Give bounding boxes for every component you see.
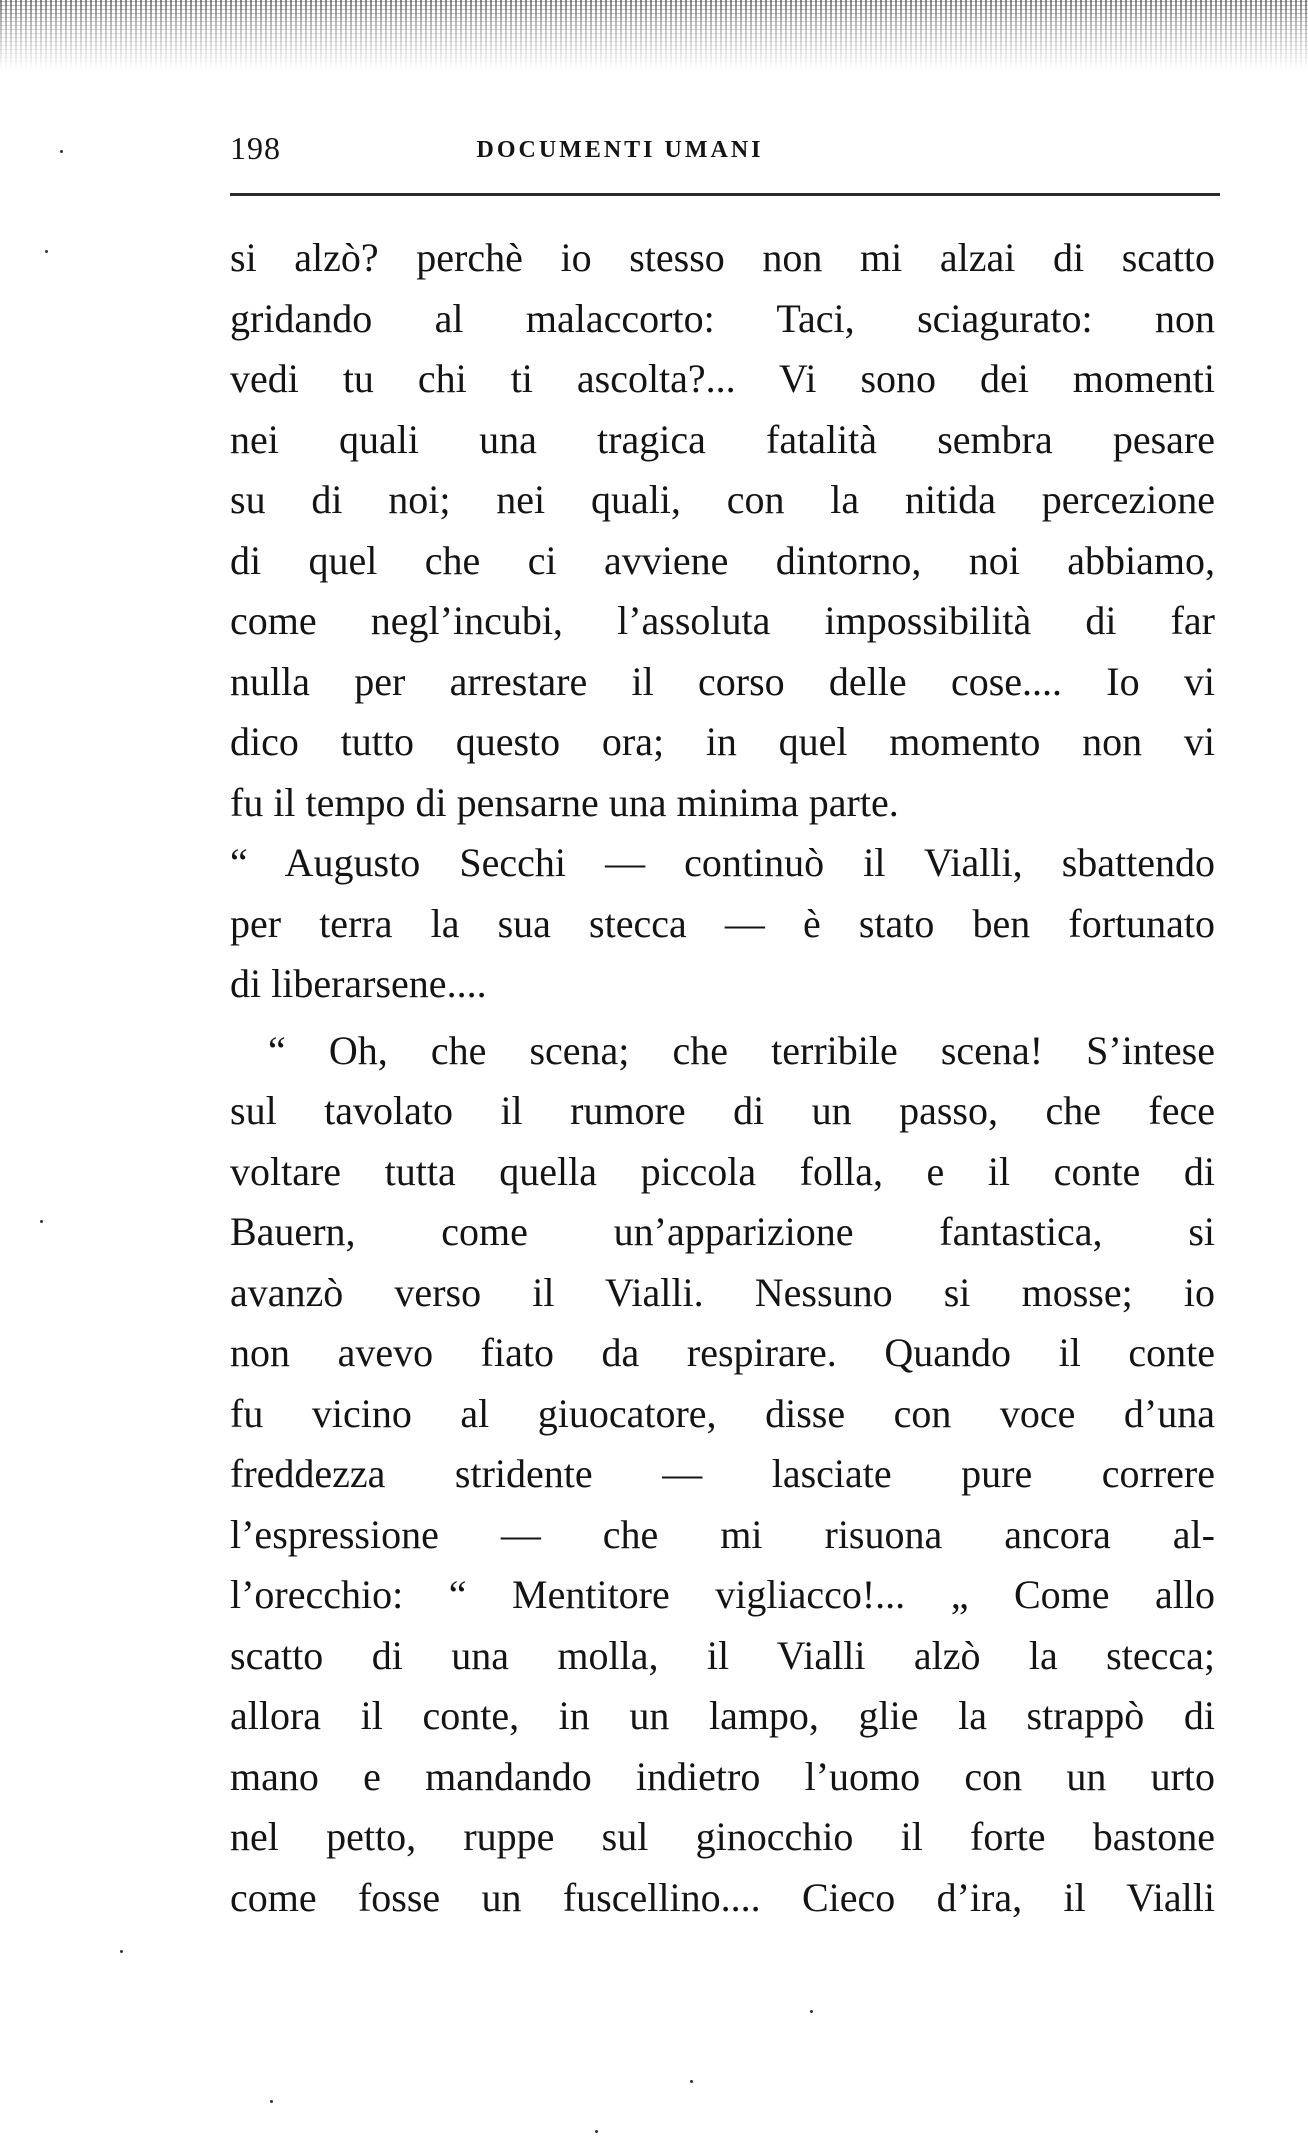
- text-line: voltare tutta quella piccola folla, e il conte di: [230, 1148, 1215, 1194]
- text-line: nulla per arrestare il corso delle cose.... Io vi: [230, 658, 1215, 704]
- header-title: DOCUMENTI UMANI: [476, 137, 764, 163]
- header-rule: [230, 193, 1220, 196]
- scan-speck: [810, 2010, 813, 2013]
- text-line: l’espressione — che mi risuona ancora al-: [230, 1511, 1215, 1557]
- text-line: dico tutto questo ora; in quel momento non vi: [230, 719, 1215, 764]
- text-line: come negl’incubi, l’assoluta impossibilità di far: [230, 598, 1215, 643]
- text-line: vedi tu chi ti ascolta?... Vi sono dei momenti: [230, 356, 1215, 401]
- text-line: per terra la sua stecca — è stato ben fortunato: [230, 900, 1215, 946]
- text-line: allora il conte, in un lampo, glie la strappò di: [230, 1693, 1215, 1738]
- text-line: non avevo fiato da respirare. Quando il conte: [230, 1330, 1215, 1375]
- text-line: Bauern, come un’apparizione fantastica, si: [230, 1209, 1215, 1254]
- scan-speck: [690, 2080, 693, 2083]
- text-line: “ Augusto Secchi — continuò il Vialli, sbattendo: [230, 840, 1215, 885]
- text-line: di liberarsene....: [230, 961, 487, 1006]
- text-line: sul tavolato il rumore di un passo, che fece: [230, 1088, 1215, 1133]
- text-line: nei quali una tragica fatalità sembra pesare: [230, 416, 1215, 462]
- text-line: su di noi; nei quali, con la nitida percezione: [230, 477, 1215, 522]
- paragraph-1: [230, 228, 1215, 1015]
- running-head: [230, 128, 1230, 168]
- page-number: 198: [230, 130, 281, 166]
- text-line: come fosse un fuscellino.... Cieco d’ira, il Vialli: [230, 1874, 1215, 1920]
- text-line: fu vicino al giuocatore, disse con voce d’una: [230, 1390, 1215, 1436]
- scan-speck: [270, 2100, 273, 2103]
- scan-speck: [120, 1950, 123, 1953]
- scan-speck: [45, 250, 48, 253]
- text-line: scatto di una molla, il Vialli alzò la stecca;: [230, 1632, 1215, 1678]
- scan-speck: [595, 2130, 598, 2133]
- text-line: freddezza stridente — lasciate pure correre: [230, 1451, 1215, 1496]
- scan-speck: [60, 150, 63, 153]
- page-body: [230, 228, 1215, 1928]
- text-line: “ Oh, che scena; che terribile scena! S’intese: [268, 1027, 1215, 1073]
- text-line: di quel che ci avviene dintorno, noi abbiamo,: [230, 537, 1215, 583]
- text-line: avanzò verso il Vialli. Nessuno si mosse; io: [230, 1269, 1215, 1315]
- text-line: fu il tempo di pensarne una minima parte.: [230, 779, 899, 825]
- text-line: gridando al malaccorto: Taci, sciagurato: non: [230, 295, 1215, 341]
- paragraph-2: [230, 1021, 1215, 1929]
- text-line: mano e mandando indietro l’uomo con un urto: [230, 1753, 1215, 1799]
- text-line: si alzò? perchè io stesso non mi alzai di scatto: [230, 235, 1215, 280]
- scan-speck: [40, 1220, 43, 1223]
- text-line: l’orecchio: “ Mentitore vigliacco!... „ Come allo: [230, 1572, 1215, 1617]
- text-line: nel petto, ruppe sul ginocchio il forte bastone: [230, 1814, 1215, 1859]
- scan-noise-strip: [0, 0, 1308, 70]
